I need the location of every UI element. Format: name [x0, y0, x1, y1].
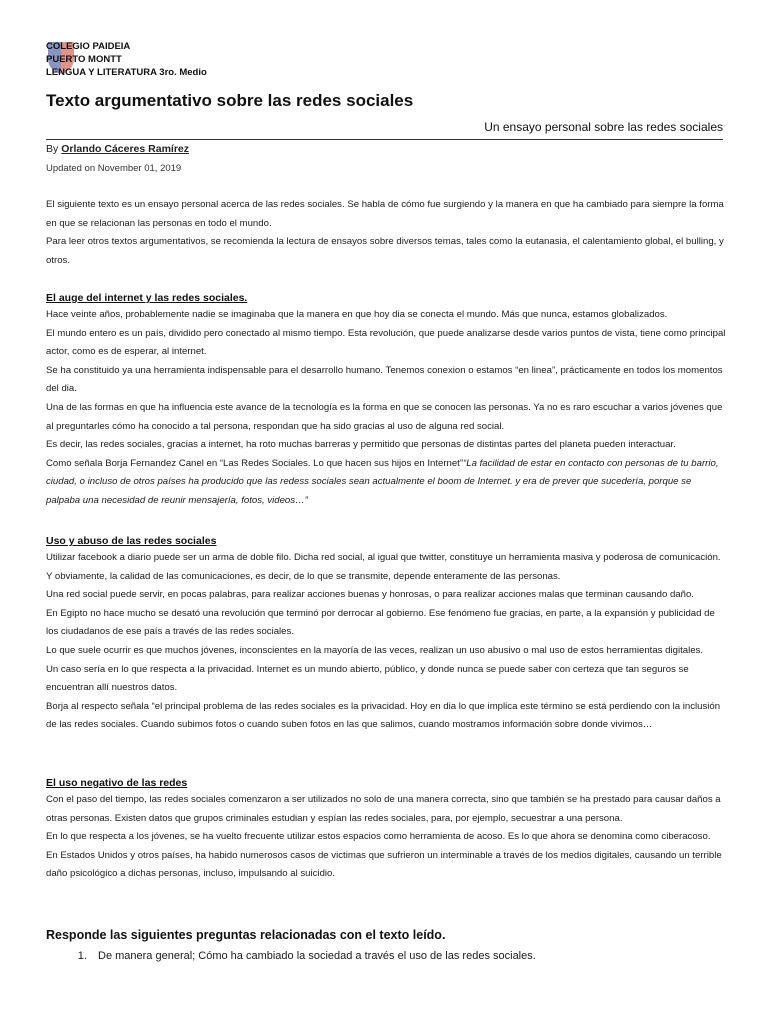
author-link[interactable]: Orlando Cáceres Ramírez	[61, 143, 189, 155]
intro-paragraph: Para leer otros textos argumentativos, se recomienda la lectura de ensayos sobre diversos temas, tales como la eutanasia, el calentamiento global, el bulling, y otros.	[46, 236, 724, 266]
paragraph: Hace veinte años, probablemente nadie se imaginaba que la manera en que hoy dia se conecta el mundo. Más que nunca, estamos globalizados.	[46, 309, 668, 320]
section-heading: El uso negativo de las redes	[46, 777, 188, 789]
section-body	[46, 306, 726, 511]
quote-text: “La facilidad de estar en contacto con personas de tu barrio, ciudad, o incluso de otros países ha producido que las redess sociales sean actualmente el boom de Internet. y era de prever que sucedería, porque se palpaba una necesidad de reunir mensajería, fotos, videos…”	[46, 457, 719, 506]
school-header	[46, 40, 207, 79]
paragraph: Un caso sería en lo que respecta a la privacidad. Internet es un mundo abierto, público, y donde nunca se puede saber con certeza que tan seguros se encuentran allí nuestros datos.	[46, 663, 689, 694]
quote-lead: Como señala Borja Fernandez Canel en “Las Redes Sociales. Lo que hacen sus hijos en Internet”	[46, 457, 464, 469]
byline	[46, 143, 189, 155]
paragraph: Borja al respecto señala “el principal problema de las redes sociales es la privacidad. Hoy en dia lo que implica este término se está perdiendo con la inclusión de las redes sociales. Cuando subimos fotos o cuando suben fotos en las que salimos, cuando mostramos información sobre donde vivimos…	[46, 700, 721, 731]
section-body	[46, 791, 726, 884]
by-label: By	[46, 143, 59, 155]
questions-list	[46, 948, 726, 964]
course-label: LENGUA Y LITERATURA 3ro. Medio	[46, 67, 207, 78]
paragraph: Una de las formas en que ha influencia este avance de la tecnología es la forma en que se conocen las personas. Ya no es raro escuchar a varios jóvenes que al preguntarles cómo ha conocido a tal persona, respondan que ha sido gracias al uso de alguna red social.	[46, 401, 723, 432]
intro-paragraph: El siguiente texto es un ensayo personal acerca de las redes sociales. Se habla de cómo fue surgiendo y la manera en que ha cambiado para siempre la forma en que se relacionan las personas en todo el mundo.	[46, 199, 724, 229]
section-heading: Uso y abuso de las redes sociales	[46, 535, 217, 547]
school-city: PUERTO MONTT	[46, 54, 122, 65]
school-name: COLEGIO PAIDEIA	[46, 41, 131, 52]
header-divider	[46, 139, 723, 140]
paragraph: En Egipto no hace mucho se desató una revolución que terminó por derrocar al gobierno. Ese fenómeno fue gracias, en parte, a la expansión y publicidad de los ciudadanos de ese país a través de las redes sociales.	[46, 607, 715, 638]
section-uso-negativo	[46, 775, 726, 884]
paragraph: El mundo entero es un país, dividido pero conectado al mismo tiempo. Esta revolución, que puede analizarse desde varios puntos de vista, tiene como principal actor, como es de esperar, al internet.	[46, 327, 726, 358]
paragraph: En lo que respecta a los jóvenes, se ha vuelto frecuente utilizar estos espacios como herramienta de acoso. Es lo que ahora se denomina como ciberacoso.	[46, 831, 711, 843]
quote-paragraph	[46, 455, 726, 511]
section-body	[46, 549, 726, 735]
article-title: Texto argumentativo sobre las redes sociales	[46, 91, 414, 110]
section-uso-abuso	[46, 533, 726, 735]
section-auge	[46, 290, 726, 511]
paragraph: Lo que suele ocurrir es que muchos jóvenes, inconscientes en la mayoría de las veces, realizan un uso abusivo o mal uso de estos herramientas digitales.	[46, 644, 704, 656]
paragraph: Una red social puede servir, en pocas palabras, para realizar acciones buenas y honrosas, o para realizar acciones malas que terminan causando daño.	[46, 589, 694, 601]
questions-heading: Responde las siguientes preguntas relacionadas con el texto leído.	[46, 928, 446, 942]
paragraph: Y obviamente, la calidad de las comunicaciones, es decir, de lo que se transmite, depende enteramente de las personas.	[46, 570, 561, 582]
questions-section	[46, 928, 726, 964]
paragraph: Utilizar facebook a diario puede ser un arma de doble filo. Dicha red social, al igual que twitter, constituye un herramienta masiva y poderosa de comunicación.	[46, 552, 721, 563]
question-item: 1. De manera general; Cómo ha cambiado la sociedad a través el uso de las redes sociales.	[90, 948, 726, 964]
paragraph: Se ha constituido ya una herramienta indispensable para el desarrollo humano. Tenemos conexion o estamos “en linea”, prácticamente en todos los momentos del dia.	[46, 364, 723, 395]
paragraph: Es decir, las redes sociales, gracias a internet, ha roto muchas barreras y permitido que personas de distintas partes del planeta pueden interactuar.	[46, 439, 676, 451]
article-subtitle: Un ensayo personal sobre las redes sociales	[484, 120, 723, 134]
section-heading: El auge del internet y las redes sociales.	[46, 292, 248, 304]
intro-section	[46, 196, 726, 270]
updated-date: Updated on November 01, 2019	[46, 163, 182, 174]
paragraph: En Estados Unidos y otros países, ha habido numerosos casos de victimas que sufrieron un interminable a través de los medios digitales, causando un terrible daño psicológico a dichas personas, incluso, impulsando al suicidio.	[46, 849, 722, 880]
paragraph: Con el paso del tiempo, las redes sociales comenzaron a ser utilizados no solo de una manera correcta, sino que también se ha prestado para causar daños a otras personas. Existen datos que grupos criminales estudian y espían las redes sociales, para, por ejemplo, secuestrar a una persona.	[46, 794, 721, 824]
